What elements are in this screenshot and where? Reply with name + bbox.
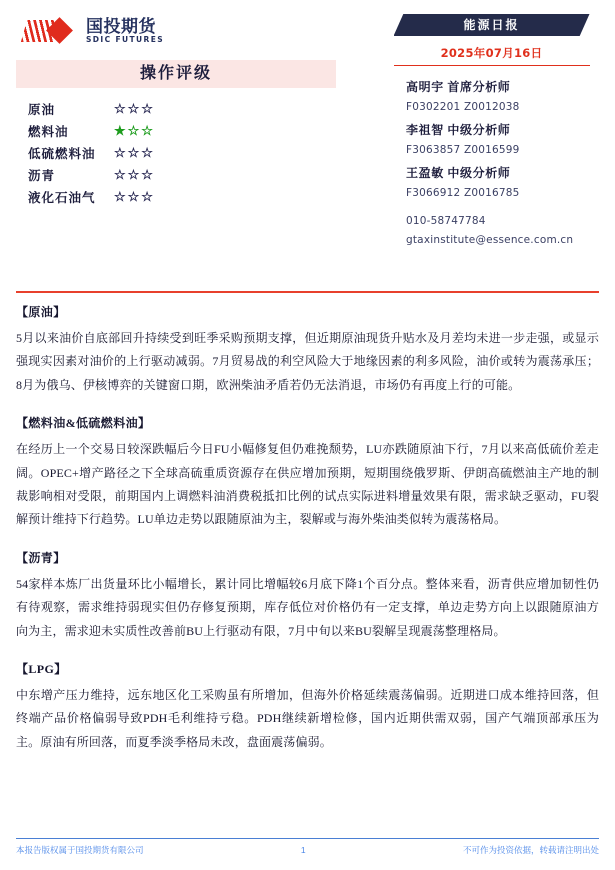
analyst-license-code: F3066912 Z0016785 <box>406 187 520 199</box>
analyst-list <box>384 78 599 199</box>
rating-stars: ☆☆☆ <box>114 101 155 116</box>
section-body: 54家样本炼厂出货量环比小幅增长，累计同比增幅较6月底下降1个百分点。整体来看，沥青供应增加韧性仍有待观察，需求维持弱现实但仍存修复预期，库存低位对价格仍有一定支撑，单边走势方向上以跟随原油方向为主，需求迎未实质性改善前BU上行驱动有限，7月中旬以来BU裂解呈现震荡整理格局。 <box>16 576 599 638</box>
section-title: 【LPG】 <box>16 661 67 676</box>
rating-product-name: 低硫燃料油 <box>28 147 96 161</box>
rating-stars: ★☆☆ <box>114 123 155 138</box>
rating-row <box>28 186 336 208</box>
footer-page-number: 1 <box>300 845 306 855</box>
section-bitumen <box>16 549 599 643</box>
date-divider <box>394 65 590 66</box>
rating-list <box>16 98 336 208</box>
footer-copyright: 本报告版权属于国投期货有限公司 <box>16 845 144 855</box>
header-right-column <box>384 14 599 246</box>
analyst-name: 李祖智 中级分析师 <box>406 123 511 137</box>
analyst-name: 高明宇 首席分析师 <box>406 80 511 94</box>
section-title: 【原油】 <box>16 305 66 319</box>
rating-product-name: 沥青 <box>28 169 56 183</box>
section-title: 【燃料油&低硫燃料油】 <box>16 416 151 431</box>
analyst-name: 王盈敏 中级分析师 <box>406 166 511 180</box>
rating-product-name: 原油 <box>28 103 56 117</box>
rating-panel-title: 操作评级 <box>16 60 336 88</box>
report-header <box>0 0 615 290</box>
rating-row <box>28 164 336 186</box>
analyst-license-code: F0302201 Z0012038 <box>406 101 520 113</box>
footer-divider <box>16 838 599 839</box>
report-date: 2025年07月16日 <box>440 46 543 60</box>
contact-phone: 010-58747784 <box>406 215 486 227</box>
section-lpg <box>16 660 599 754</box>
contact-block <box>384 215 599 246</box>
report-type-banner <box>394 14 590 36</box>
rating-row <box>28 98 336 120</box>
section-body: 在经历上一个交易日较深跌幅后今日FU小幅修复但仍难挽颓势，LU亦跌随原油下行，7月以来高低硫价差走阔。OPEC+增产路径之下全球高硫重质资源存在供应增加预期，短期围绕俄罗斯、伊朗高硫燃油主产地的制裁影响相对受限，前期国内上调燃料油消费税抵扣比例的试点实际进料增量效果有限，需求缺乏驱动，FU裂解预计维持下行趋势。LU单边走势以跟随原油为主，裂解或与海外柴油类似转为震荡格局。 <box>16 442 599 527</box>
analyst-license-code: F3063857 Z0016599 <box>406 144 520 156</box>
section-crude-oil <box>16 303 599 397</box>
rating-stars: ☆☆☆ <box>114 189 155 204</box>
rating-row <box>28 142 336 164</box>
rating-product-name: 液化石油气 <box>28 191 96 205</box>
footer-row <box>16 844 599 856</box>
rating-stars: ☆☆☆ <box>114 145 155 160</box>
section-body: 5月以来油价自底部回升持续受到旺季采购预期支撑，但近期原油现货升贴水及月差均未进一步走强，或显示强现实因素对油价的上行驱动减弱。7月贸易战的利空风险大于地缘因素的利多风险，油价或转为震荡承压；8月为俄乌、伊核博弈的关键窗口期，欧洲柴油矛盾若仍无法消退，市场仍有再度上行的可能。 <box>16 331 599 392</box>
header-divider <box>16 291 599 293</box>
brand-name-cn: 国投期货 <box>86 17 156 37</box>
section-body: 中东增产压力维持，远东地区化工采购虽有所增加，但海外价格延续震荡偏弱。近期进口成本维持回落，但终端产品价格偏弱导致PDH毛利维持亏稳。PDH继续新增检修，国内近期供需双弱，国产气端顶部承压为主。原油有所回落，而夏季淡季格局未改，盘面震荡偏弱。 <box>16 687 599 749</box>
brand-logo <box>16 14 336 48</box>
header-left-column <box>16 14 336 208</box>
sdic-logo-icon <box>24 17 82 45</box>
report-content <box>16 303 599 771</box>
contact-email[interactable]: gtaxinstitute@essence.com.cn <box>406 234 574 246</box>
footer-disclaimer: 不可作为投资依据，转载请注明出处 <box>462 845 599 855</box>
section-fuel-oil <box>16 414 599 532</box>
rating-product-name: 燃料油 <box>28 125 69 139</box>
brand-name-en: SDIC FUTURES <box>86 35 165 45</box>
rating-stars: ☆☆☆ <box>114 167 155 182</box>
section-title: 【沥青】 <box>16 550 66 565</box>
report-footer <box>16 838 599 856</box>
report-type-label: 能源日报 <box>463 18 520 32</box>
rating-row <box>28 120 336 142</box>
brand-wordmark <box>86 18 164 44</box>
